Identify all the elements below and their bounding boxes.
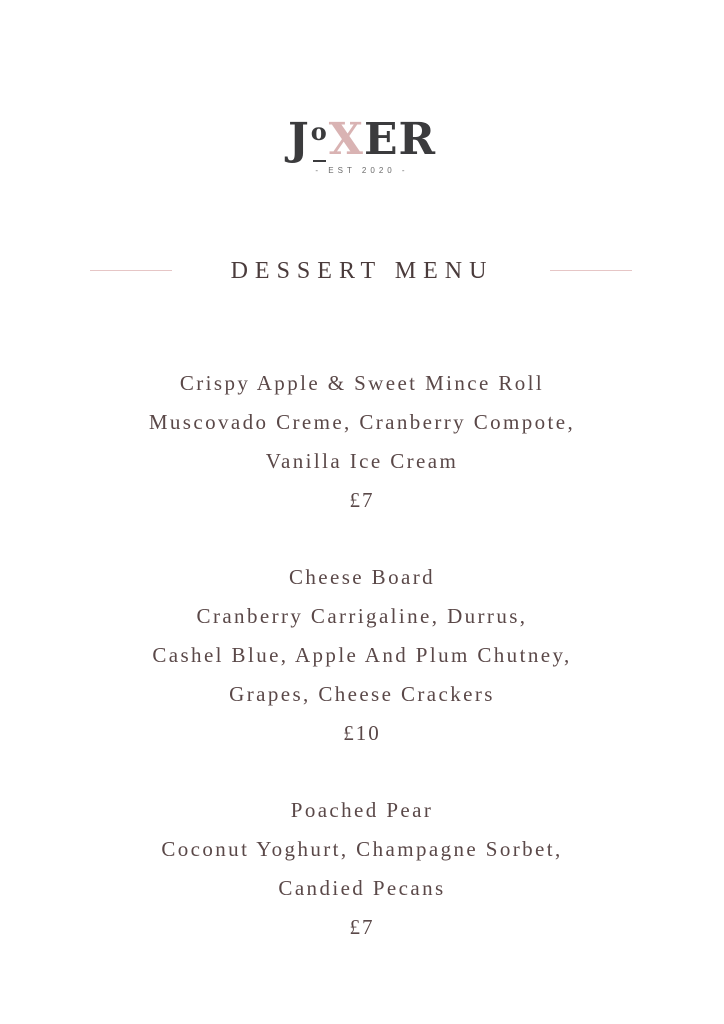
logo-letter-x: X — [328, 114, 364, 165]
dessert-list — [0, 364, 724, 947]
menu-item — [0, 364, 724, 520]
menu-item-price: £7 — [349, 488, 375, 512]
menu-item-price: £7 — [349, 915, 375, 939]
menu-item-description-line: Cranberry Carrigaline, Durrus, — [196, 604, 528, 628]
menu-item-description-line: Cashel Blue, Apple And Plum Chutney, — [152, 643, 572, 667]
menu-item-description-line: Grapes, Cheese Crackers — [229, 682, 495, 706]
menu-item-name: Poached Pear — [290, 798, 434, 822]
menu-item-description-line: Muscovado Creme, Cranberry Compote, — [148, 410, 576, 434]
menu-item — [0, 558, 724, 753]
menu-title-row — [0, 256, 724, 286]
joxer-logo — [0, 108, 724, 175]
logo-letters-er: ER — [363, 114, 437, 165]
menu-title: DESSERT MENU — [230, 258, 494, 284]
logo-est-text: - EST 2020 - — [315, 166, 409, 175]
menu-item — [0, 791, 724, 947]
menu-item-description-line: Coconut Yoghurt, Champagne Sorbet, — [161, 837, 563, 861]
logo-wordmark — [288, 108, 436, 164]
menu-item-price: £10 — [343, 721, 381, 745]
menu-item-name: Crispy Apple & Sweet Mince Roll — [179, 371, 545, 395]
menu-item-description-line: Candied Pecans — [278, 876, 446, 900]
logo-letter-j: J — [287, 114, 310, 165]
menu-item-name: Cheese Board — [288, 565, 435, 589]
menu-item-description-line: Vanilla Ice Cream — [265, 449, 459, 473]
logo-letter-o: o — [311, 108, 328, 156]
title-divider-right — [550, 270, 632, 271]
